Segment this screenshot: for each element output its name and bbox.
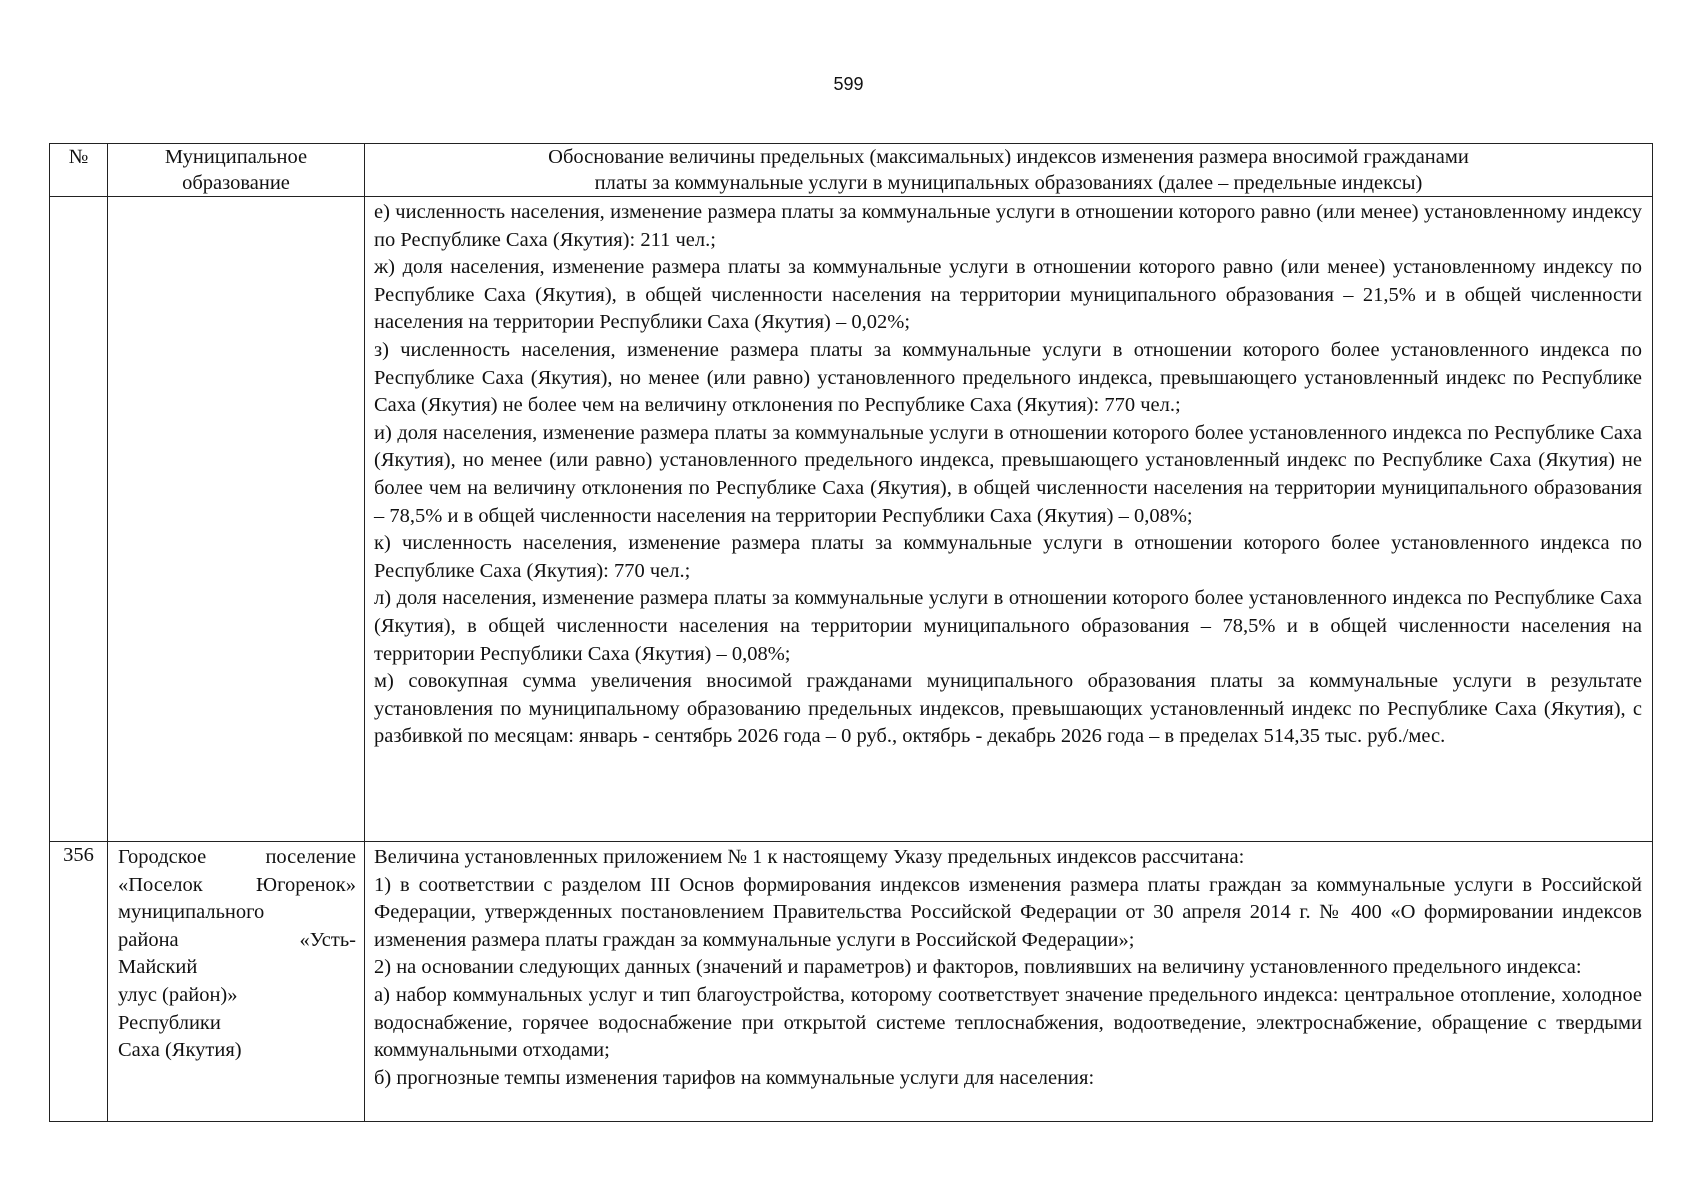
municipality-line: Республики	[118, 1011, 221, 1034]
municipality-word: «Поселок	[118, 873, 203, 896]
paragraph-i: и) доля населения, изменение размера платы за коммунальные услуги в отношении которого более установленного индекса по Республике Саха (Якутия), но менее (или равно) установленного предельного индекса, превышающего установленный индекс по Республике Саха (Якутия) не более чем на величину отклонения по Республике Саха (Якутия), в общей численности населения на территории муниципального образования – 78,5% и в общей численности населения на территории Республики Саха (Якутия) – 0,08%;	[374, 421, 1642, 527]
paragraph-m: м) совокупная сумма увеличения вносимой гражданами муниципального образования платы за коммунальные услуги в результате установления по муниципальному образованию предельных индексов, превышающих установленный индекс по Республике Саха (Якутия), с разбивкой по месяцам: январь - сентябрь 2026 года – 0 руб., октябрь - декабрь 2026 года – в пределах 514,35 тыс. руб./мес.	[374, 670, 1642, 748]
municipality-line	[118, 844, 356, 872]
header-justification-line: Обоснование величины предельных (максимальных) индексов изменения размера вносимой гражданами	[548, 146, 1469, 168]
municipality-line	[118, 927, 356, 955]
municipality-line: Саха (Якутия)	[118, 1039, 242, 1062]
cell-justification	[365, 842, 1653, 1122]
cell-number-empty	[50, 197, 108, 842]
municipality-line: муниципального	[118, 901, 265, 924]
municipality-word: поселение	[265, 846, 356, 868]
header-number: №	[50, 144, 108, 197]
header-municipality-line: Муниципальное	[164, 146, 308, 168]
municipality-word: «Усть-	[299, 928, 356, 951]
paragraph-a: а) набор коммунальных услуг и тип благоустройства, которому соответствует значение предельного индекса: центральное отопление, холодное водоснабжение, горячее водоснабжение при открытой системе теплоснабжения, водоотведение, электроснабжение, обращение с твердыми коммунальными отходами;	[374, 983, 1642, 1062]
table-row-continuation	[50, 197, 1653, 842]
municipality-line	[118, 872, 356, 900]
header-justification-line: платы за коммунальные услуги в муниципальных образованиях (далее – предельные индексы)	[594, 172, 1423, 194]
municipality-word: района	[118, 928, 179, 951]
paragraph-2: 2) на основании следующих данных (значений и параметров) и факторов, повлиявших на величину установленного предельного индекса:	[374, 956, 1582, 979]
indices-table	[49, 143, 1653, 1122]
cell-justification	[365, 197, 1653, 842]
municipality-word: Югоренок»	[256, 873, 356, 896]
header-municipality-line: образование	[182, 172, 290, 194]
table-row-356	[50, 842, 1653, 1122]
paragraph-b: б) прогнозные темпы изменения тарифов на коммунальные услуги для населения:	[374, 1066, 1095, 1089]
paragraph-1: 1) в соответствии с разделом III Основ формирования индексов изменения размера платы граждан за коммунальные услуги в Российской Федерации, утвержденных постановлением Правительства Российской Федерации от 30 апреля 2014 г. № 400 «О формировании индексов изменения размера платы граждан за коммунальные услуги в Российской Федерации»;	[374, 873, 1642, 951]
paragraph-z: з) численность населения, изменение размера платы за коммунальные услуги в отношении которого более установленного индекса по Республике Саха (Якутия), но менее (или равно) установленного предельного индекса, превышающего установленный индекс по Республике Саха (Якутия) не более чем на величину отклонения по Республике Саха (Якутия): 770 чел.;	[374, 338, 1642, 417]
header-municipality	[108, 144, 365, 197]
header-justification	[365, 144, 1653, 197]
paragraph-k: к) численность населения, изменение размера платы за коммунальные услуги в отношении которого более установленного индекса по Республике Саха (Якутия): 770 чел.;	[374, 532, 1642, 582]
paragraph-e: е) численность населения, изменение размера платы за коммунальные услуги в отношении которого равно (или менее) установленному индексу по Республике Саха (Якутия): 211 чел.;	[374, 201, 1642, 251]
paragraph-intro: Величина установленных приложением № 1 к настоящему Указу предельных индексов рассчитана:	[374, 846, 1245, 868]
municipality-line: Майский	[118, 956, 198, 979]
municipality-word: Городское	[118, 846, 207, 868]
row-number: 356	[50, 842, 108, 1122]
paragraph-zh: ж) доля населения, изменение размера платы за коммунальные услуги в отношении которого равно (или менее) установленному индексу по Республике Саха (Якутия), в общей численности населения на территории муниципального образования – 21,5% и в общей численности населения на территории Республики Саха (Якутия) – 0,02%;	[374, 256, 1642, 334]
table-header-row	[50, 144, 1653, 197]
paragraph-l: л) доля населения, изменение размера платы за коммунальные услуги в отношении которого более установленного индекса по Республике Саха (Якутия), в общей численности населения на территории муниципального образования – 78,5% и в общей численности населения на территории Республики Саха (Якутия) – 0,08%;	[374, 587, 1642, 665]
page-number: 599	[833, 74, 864, 94]
cell-municipality-empty	[108, 197, 365, 842]
municipality-line: улус (район)»	[118, 983, 238, 1006]
cell-municipality	[108, 842, 365, 1122]
